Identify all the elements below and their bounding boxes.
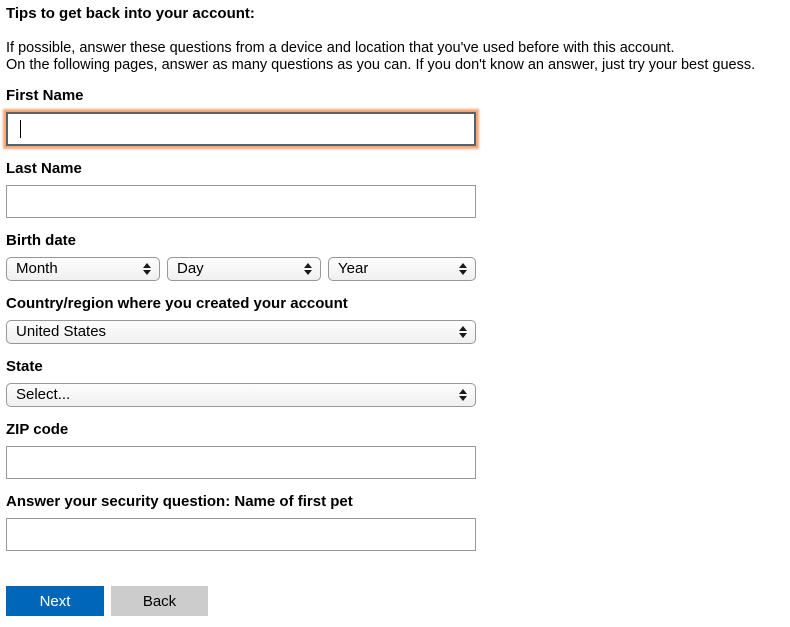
intro-line-1: If possible, answer these questions from a device and location that you've used before with this account.	[6, 40, 675, 56]
select-arrows-icon	[459, 263, 467, 275]
country-select[interactable]	[6, 320, 476, 344]
last-name-input[interactable]	[6, 185, 476, 218]
select-arrows-icon	[459, 389, 467, 401]
intro-line-2: On the following pages, answer as many questions as you can. If you don't know an answer, just try your best guess.	[6, 57, 756, 73]
birth-year-value: Year	[338, 260, 369, 277]
country-field	[6, 296, 790, 344]
country-value: United States	[16, 323, 107, 340]
state-select[interactable]	[6, 383, 476, 407]
state-label: State	[6, 358, 43, 375]
select-arrows-icon	[459, 326, 467, 338]
last-name-field	[6, 161, 790, 218]
first-name-field	[6, 88, 790, 146]
zip-input[interactable]	[6, 446, 476, 479]
birth-day-value: Day	[177, 260, 204, 277]
select-arrows-icon	[304, 263, 312, 275]
zip-label: ZIP code	[6, 421, 69, 438]
first-name-label: First Name	[6, 87, 84, 104]
zip-field	[6, 422, 790, 479]
next-button[interactable]: Next	[6, 586, 104, 616]
first-name-input[interactable]	[6, 112, 476, 146]
last-name-label: Last Name	[6, 160, 82, 177]
security-question-field	[6, 494, 790, 551]
country-label: Country/region where you created your account	[6, 295, 348, 312]
page-title: Tips to get back into your account:	[6, 5, 255, 22]
back-button[interactable]: Back	[111, 586, 208, 616]
state-field	[6, 359, 790, 407]
select-arrows-icon	[143, 263, 151, 275]
birth-month-select[interactable]	[6, 257, 160, 281]
birth-month-value: Month	[16, 260, 58, 277]
button-row	[6, 586, 790, 616]
security-question-label: Answer your security question: Name of first pet	[6, 493, 353, 510]
state-value: Select...	[16, 386, 71, 403]
birth-date-field	[6, 233, 790, 281]
birth-date-label: Birth date	[6, 232, 77, 249]
birth-year-select[interactable]	[328, 257, 476, 281]
security-question-input[interactable]	[6, 518, 476, 551]
intro-text	[6, 40, 790, 74]
text-caret	[20, 120, 21, 138]
birth-day-select[interactable]	[167, 257, 321, 281]
